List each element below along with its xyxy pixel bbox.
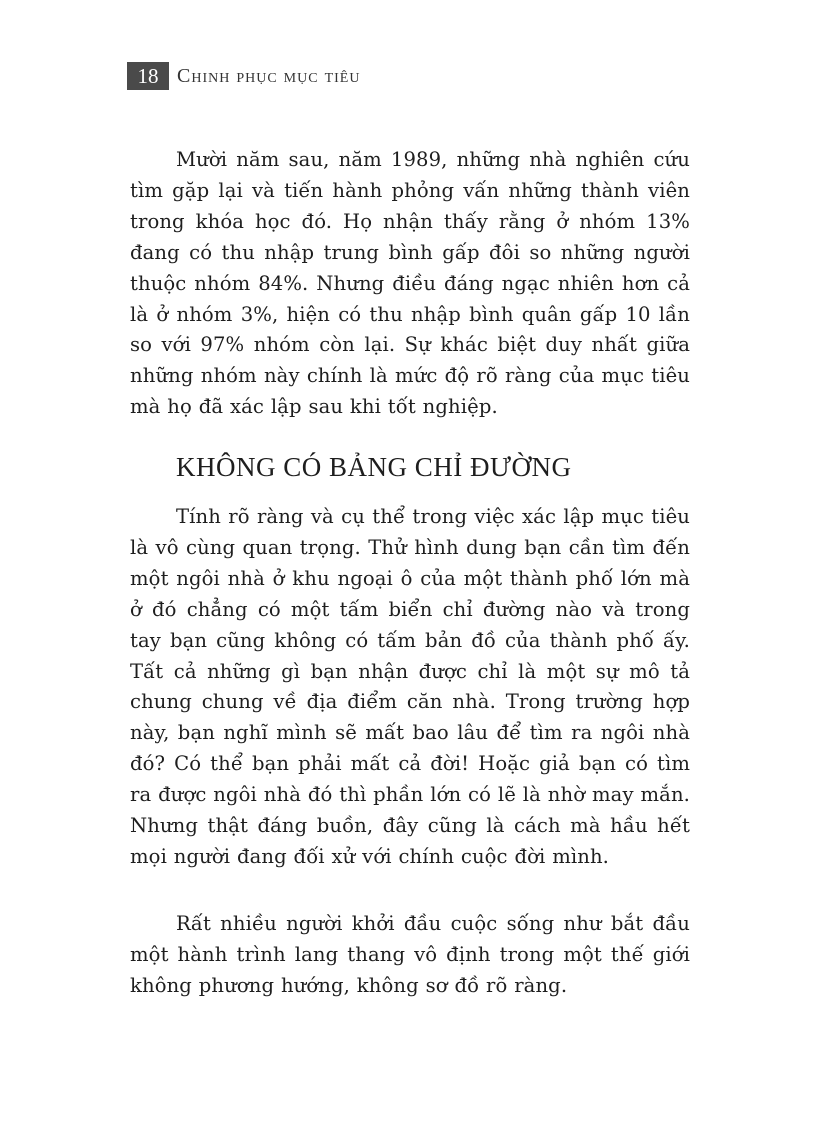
chapter-title: Chinh phục mục tiêu bbox=[177, 64, 361, 87]
page-number: 18 bbox=[127, 62, 169, 90]
running-header bbox=[127, 62, 360, 90]
paragraph-2: Tính rõ ràng và cụ thể trong việc xác lập mục tiêu là vô cùng quan trọng. Thử hình dung bạn cần tìm đến một ngôi nhà ở khu ngoại ô của một thành phố lớn mà ở đó chẳng có một tấm biển chỉ đường nào và trong tay bạn cũng không có tấm bản đồ của thành phố ấy. Tất cả những gì bạn nhận được chỉ là một sự mô tả chung chung về địa điểm căn nhà. Trong trường hợp này, bạn nghĩ mình sẽ mất bao lâu để tìm ra ngôi nhà đó? Có thể bạn phải mất cả đời! Hoặc giả bạn có tìm ra được ngôi nhà đó thì phần lớn có lẽ là nhờ may mắn. Nhưng thật đáng buồn, đây cũng là cách mà hầu hết mọi người đang đối xử với chính cuộc đời mình. bbox=[130, 505, 690, 868]
paragraph-1: Mười năm sau, năm 1989, những nhà nghiên cứu tìm gặp lại và tiến hành phỏng vấn những thành viên trong khóa học đó. Họ nhận thấy rằng ở nhóm 13% đang có thu nhập trung bình gấp đôi so những người thuộc nhóm 84%. Nhưng điều đáng ngạc nhiên hơn cả là ở nhóm 3%, hiện có thu nhập bình quân gấp 10 lần so với 97% nhóm còn lại. Sự khác biệt duy nhất giữa những nhóm này chính là mức độ rõ ràng của mục tiêu mà họ đã xác lập sau khi tốt nghiệp. bbox=[130, 148, 690, 419]
paragraph-3: Rất nhiều người khởi đầu cuộc sống như bắt đầu một hành trình lang thang vô định trong một thế giới không phương hướng, không sơ đồ rõ ràng. bbox=[130, 912, 690, 997]
section-heading: KHÔNG CÓ BẢNG CHỈ ĐƯỜNG bbox=[176, 452, 572, 482]
